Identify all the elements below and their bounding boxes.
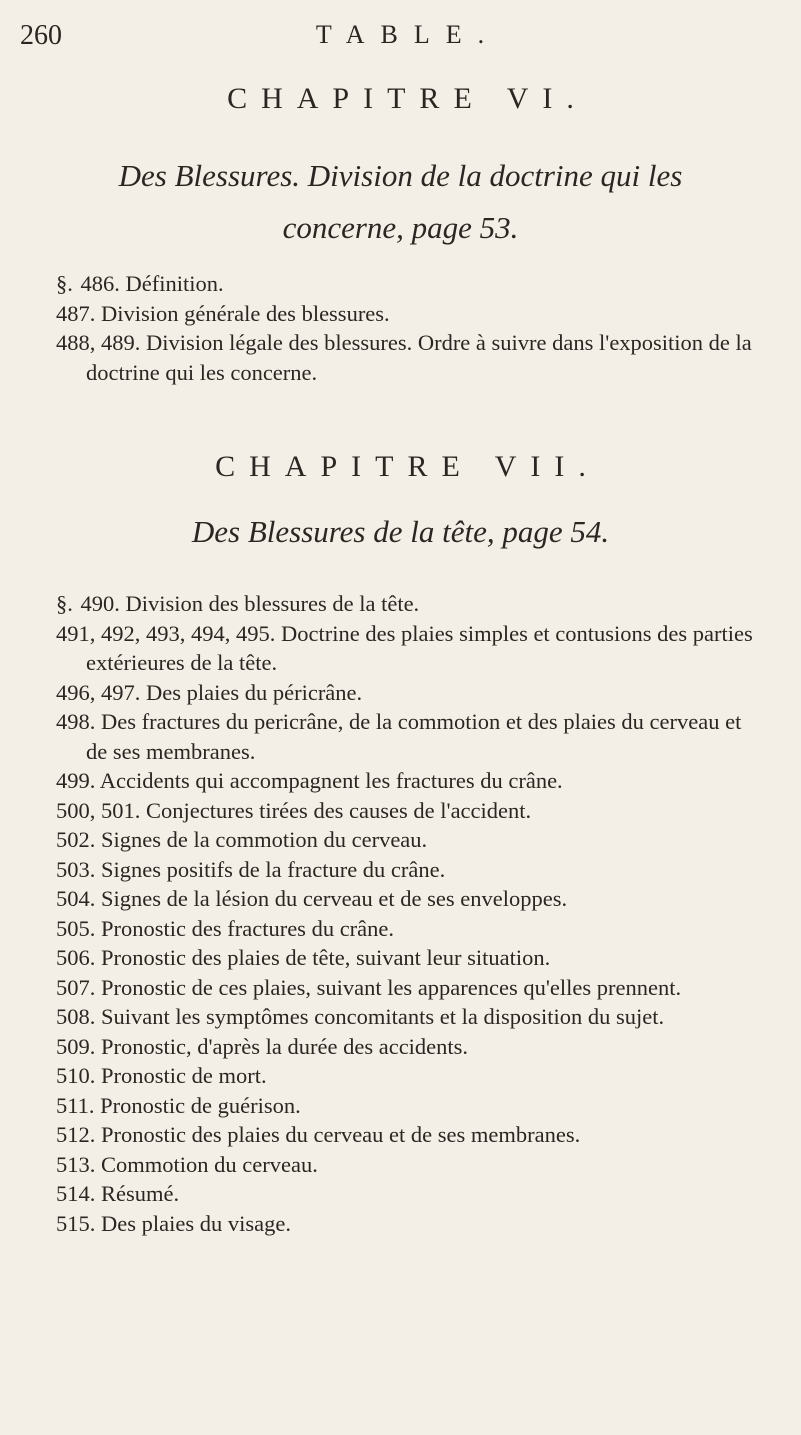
entry-number: 499.	[56, 768, 96, 793]
entry-number: 511.	[56, 1092, 95, 1118]
list-item	[56, 1209, 756, 1239]
page-number: 260	[20, 20, 62, 51]
list-item	[56, 796, 756, 826]
entry-text: Des plaies du péricrâne.	[146, 679, 363, 705]
entry-text: Conjectures tirées des causes de l'accident.	[146, 797, 532, 823]
entry-number: 498.	[56, 709, 96, 734]
entry-number: 513.	[56, 1151, 96, 1177]
entry-number: 505.	[56, 915, 96, 941]
list-item	[56, 973, 756, 1003]
chapter-title	[20, 150, 781, 254]
entry-number: 488, 489.	[56, 330, 141, 355]
entry-number: 502.	[56, 827, 96, 852]
chapter-heading: CHAPITRE VII.	[215, 450, 600, 483]
entry-text: Division des blessures de la tête.	[125, 591, 420, 616]
list-item	[56, 855, 756, 885]
running-head	[20, 20, 780, 60]
entry-number: 486.	[80, 271, 120, 296]
list-item	[56, 1032, 756, 1062]
entry-text: Signes positifs de la fracture du crâne.	[101, 856, 446, 882]
entry-text: Pronostic de guérison.	[100, 1092, 301, 1118]
entry-list	[56, 589, 756, 1238]
list-item	[56, 884, 756, 914]
entry-number: 512.	[56, 1122, 96, 1147]
chapter-title-line: Des Blessures de la tête, page 54.	[191, 514, 610, 549]
list-item	[56, 825, 756, 855]
entry-number: 504.	[56, 886, 96, 911]
list-item	[56, 766, 756, 796]
entry-text: Signes de la lésion du cerveau et de ses enveloppes.	[101, 886, 568, 911]
list-item	[56, 914, 756, 944]
entry-text: Pronostic des fractures du crâne.	[101, 915, 395, 941]
entry-text: Signes de la commotion du cerveau.	[101, 827, 428, 852]
entry-number: 496, 497.	[56, 679, 141, 705]
entry-text: Accidents qui accompagnent les fractures du crâne.	[99, 768, 563, 793]
entry-text: Définition.	[125, 271, 224, 296]
entry-number: 508.	[56, 1004, 96, 1029]
entry-text: Des fractures du pericrâne, de la commotion et des plaies du cerveau et de ses membranes.	[86, 709, 742, 764]
entry-number: 506.	[56, 945, 96, 970]
list-item	[56, 1150, 756, 1180]
list-item	[56, 1120, 756, 1150]
entry-text: Résumé.	[101, 1181, 180, 1206]
entry-number: 507.	[56, 974, 96, 1000]
entry-text: Pronostic, d'après la durée des accidents.	[101, 1033, 469, 1059]
list-item	[56, 707, 756, 766]
running-title: TABLE.	[315, 20, 501, 49]
list-item	[56, 328, 756, 387]
list-item	[56, 589, 756, 619]
entry-number: 515.	[56, 1210, 96, 1236]
chapter-title-line: concerne, page 53.	[282, 210, 519, 245]
entry-text: Pronostic de ces plaies, suivant les apparences qu'elles prennent.	[101, 974, 682, 1000]
entry-number: 509.	[56, 1033, 96, 1059]
entry-list	[56, 269, 756, 387]
list-item	[56, 619, 756, 678]
list-item	[56, 1061, 756, 1091]
list-item	[56, 1002, 756, 1032]
entry-number: 510.	[56, 1063, 96, 1088]
list-item	[56, 678, 756, 708]
entry-number: 491, 492, 493, 494, 495.	[56, 620, 276, 646]
entry-text: Pronostic de mort.	[101, 1063, 267, 1088]
entry-text: Pronostic des plaies de tête, suivant leur situation.	[101, 945, 551, 970]
list-item	[56, 269, 756, 299]
entry-number: 487.	[56, 300, 96, 326]
chapter-heading: CHAPITRE VI.	[227, 82, 588, 115]
chapter-title-line: Des Blessures. Division de la doctrine qui les	[118, 158, 683, 193]
entry-text: Suivant les symptômes concomitants et la disposition du sujet.	[101, 1004, 665, 1029]
entry-text: Pronostic des plaies du cerveau et de ses membranes.	[101, 1122, 581, 1147]
entry-text: Division générale des blessures.	[101, 300, 390, 326]
entry-text: Doctrine des plaies simples et contusions des parties extérieures de la tête.	[86, 620, 753, 675]
entry-number: 514.	[56, 1181, 96, 1206]
entry-number: 490.	[80, 591, 120, 616]
entry-number: 500, 501.	[56, 797, 141, 823]
list-item	[56, 1091, 756, 1121]
entry-text: Commotion du cerveau.	[101, 1151, 318, 1177]
section-mark: §.	[56, 591, 73, 616]
chapter-title	[20, 506, 781, 558]
list-item	[56, 299, 756, 329]
section-mark: §.	[56, 271, 73, 296]
entry-text: Des plaies du visage.	[101, 1210, 291, 1236]
list-item	[56, 1179, 756, 1209]
entry-number: 503.	[56, 856, 96, 882]
list-item	[56, 943, 756, 973]
entry-text: Division légale des blessures. Ordre à suivre dans l'exposition de la doctrine qui les concerne.	[86, 330, 752, 385]
